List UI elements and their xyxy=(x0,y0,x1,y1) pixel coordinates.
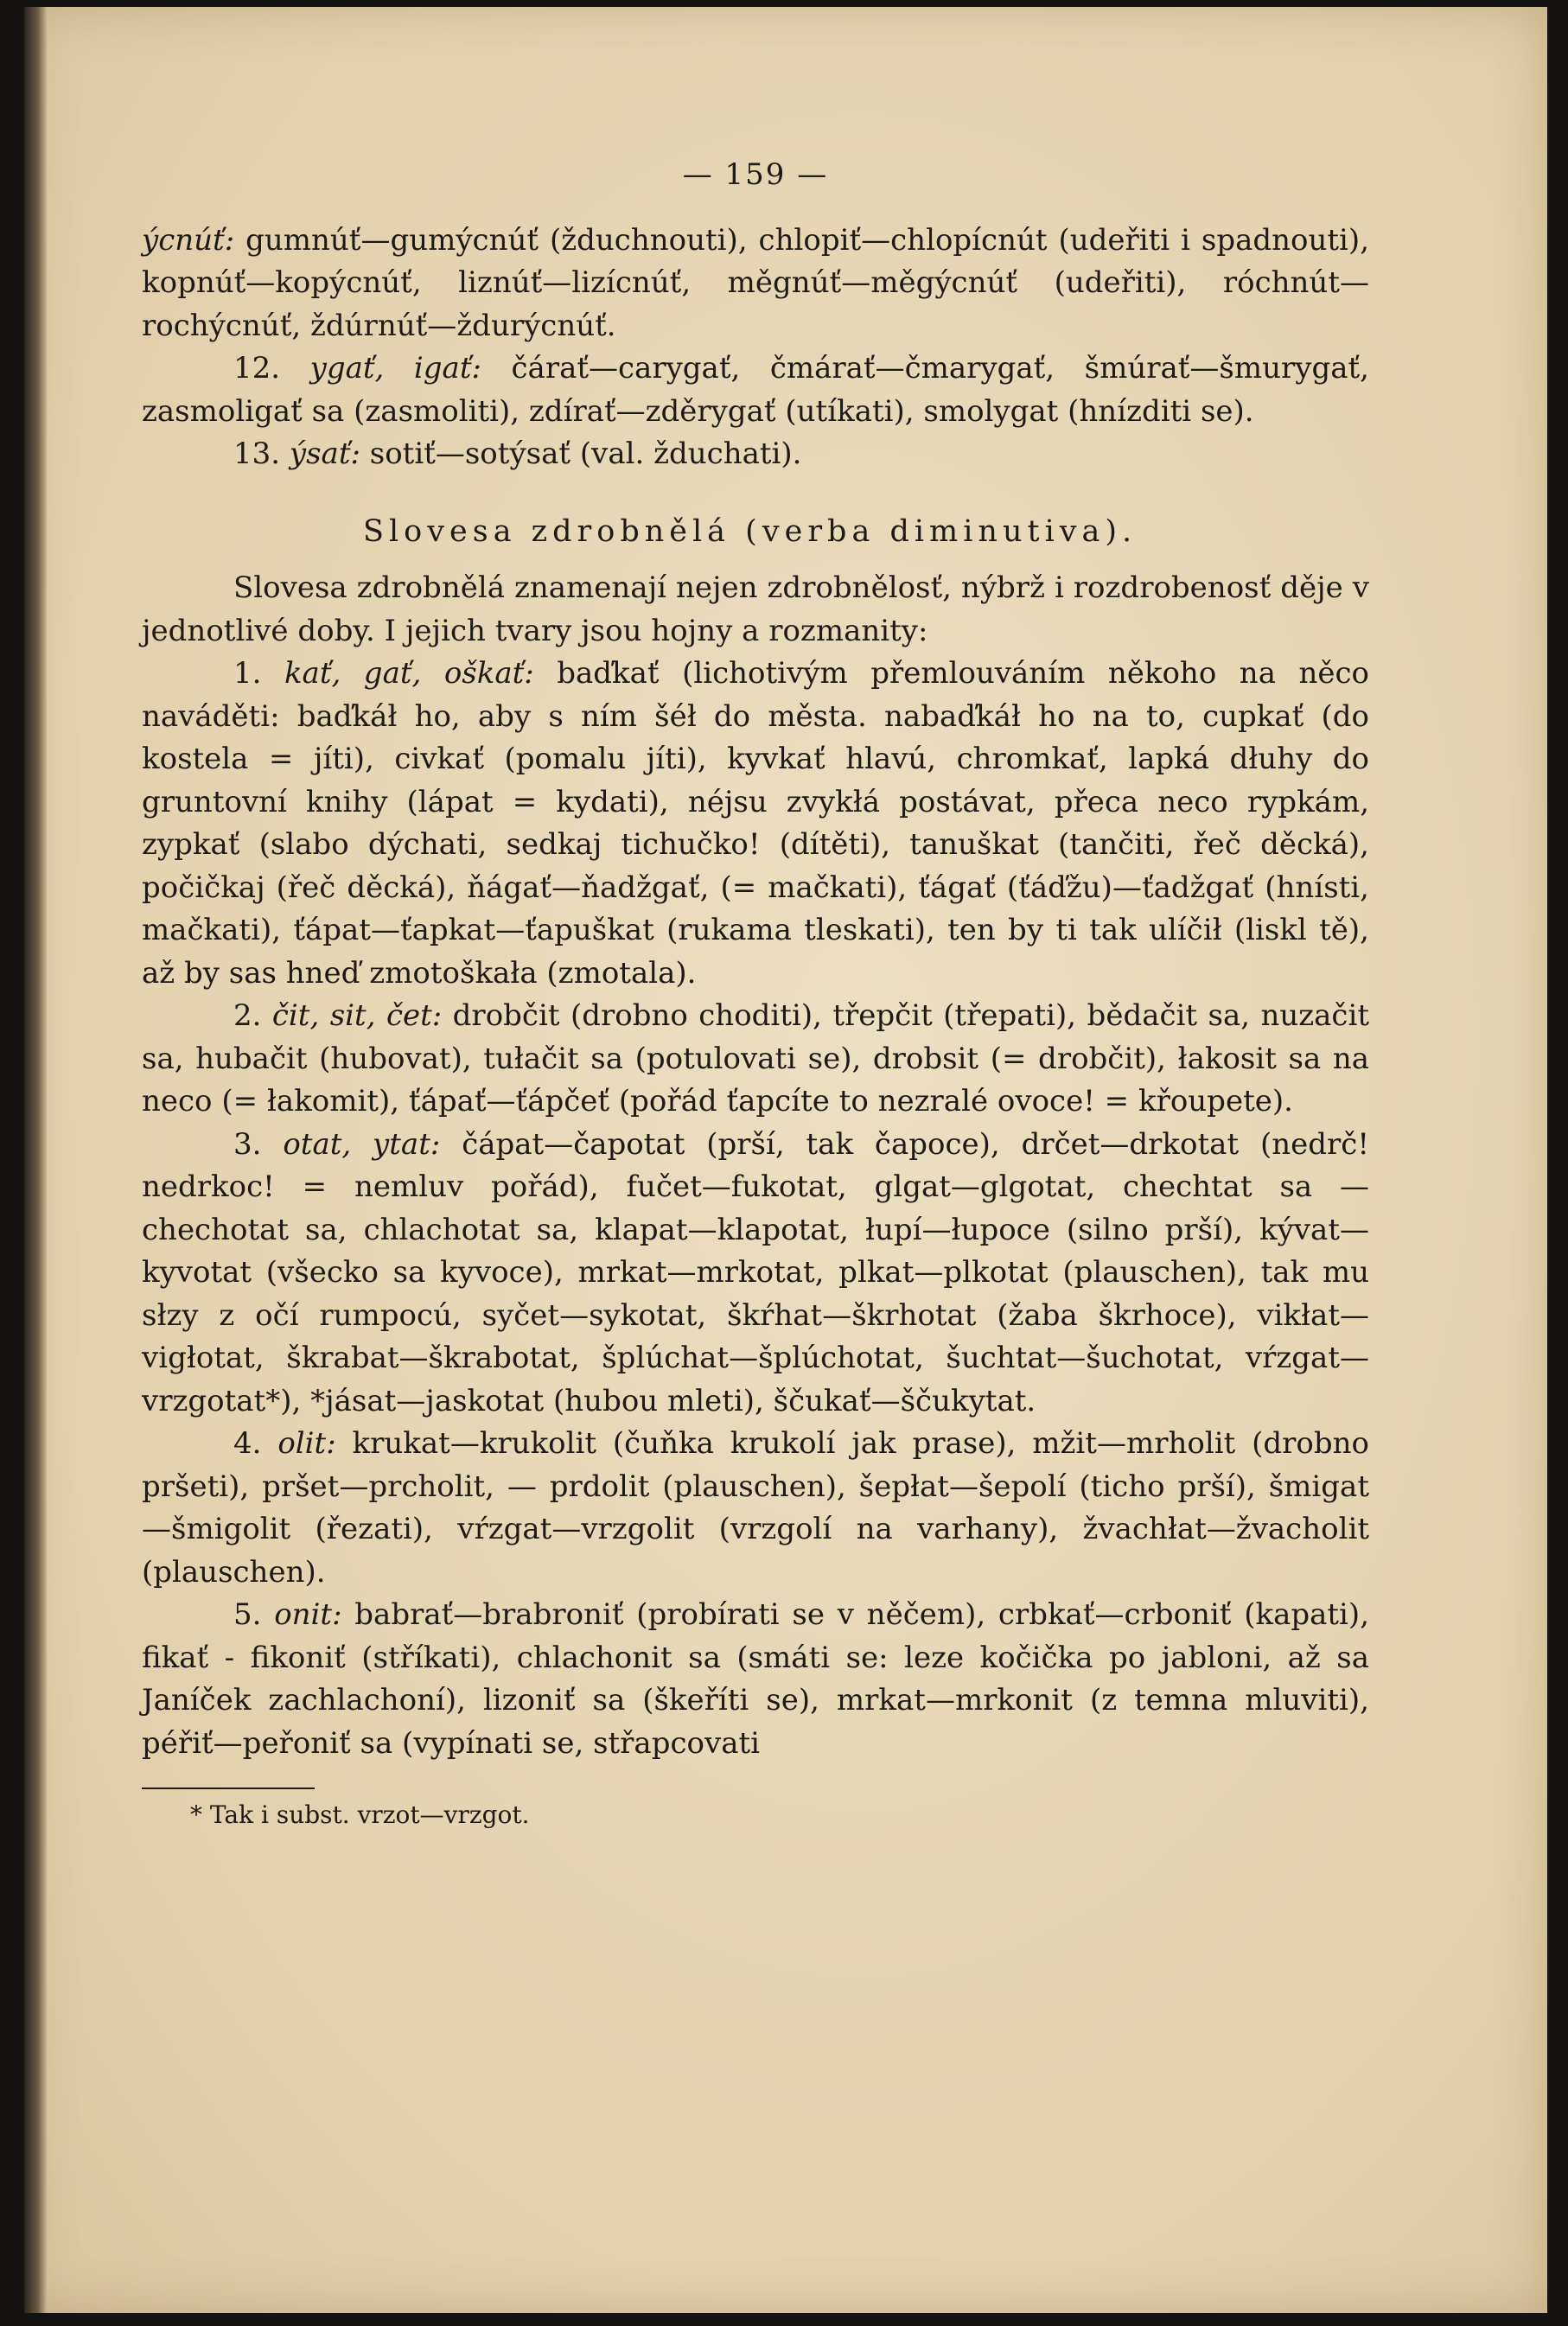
section-number: 13. xyxy=(233,437,290,471)
section-12 xyxy=(142,347,1369,433)
item-number: 3. xyxy=(233,1126,284,1162)
item-4 xyxy=(142,1423,1369,1594)
item-3 xyxy=(142,1124,1369,1424)
item-number: 5. xyxy=(233,1597,275,1632)
page-gutter-shadow xyxy=(24,7,47,2313)
continued-paragraph xyxy=(142,220,1369,348)
item-number: 2. xyxy=(233,998,272,1033)
section-number: 12. xyxy=(233,351,310,386)
suffix-term: kať, gať, oškať: xyxy=(284,656,534,691)
item-5 xyxy=(142,1594,1369,1765)
suffix-term: čit, sit, čet: xyxy=(271,998,443,1033)
suffix-term: onit: xyxy=(274,1597,342,1632)
page-content xyxy=(142,154,1369,1832)
section-heading: Slovesa zdrobnělá (verba diminutiva). xyxy=(363,513,1138,549)
suffix-term: ýsať: xyxy=(289,437,360,471)
paragraph-text: drobčit (drobno choditi), třepčit (třepati), bědačit sa, nuzačit sa, hubačit (hubovat), tułačit sa (potulovati se), drobsit (= drobčit), łakosit sa na neco (= łakomit), ťápať—ťápčeť (pořád ťapcíte to nezralé ovoce! = křoupete). xyxy=(142,998,1370,1118)
suffix-term: ýcnúť: xyxy=(142,222,235,258)
item-1 xyxy=(142,653,1369,995)
paragraph-text: gumnúť—gumýcnúť (žduchnouti), chlopiť—chlopícnút (udeřiti i spadnouti), kopnúť—kopýcnúť, liznúť—lizícnúť, měgnúť—měgýcnúť (udeřiti), róchnút—rochýcnúť, ždúrnúť—ždurýcnúť. xyxy=(142,222,1369,343)
paragraph-text: baďkať (lichotivým přemlouváním někoho na něco naváděti: baďkáł ho, aby s ním šéł do města. nabaďkáł ho na to, cupkať (do kostela = jíti), civkať (pomalu jíti), kyvkať hlavú, chromkať, lapká dłuhy do gruntovní knihy (lápat = kydati), néjsu zvykłá postávat, přeca neco rypkám, zypkať (slabo dýchati, sedkaj tichučko! (dítěti), tanuškat (tančiti, řeč děcká), počičkaj (řeč děcká), ňágať—ňadžgať, (= mačkati), ťágať (ťáďžu)—ťadžgať (hnísti, mačkati), ťápat—ťapkat—ťapuškat (rukama tleskati), ten by ti tak ulíčił (liskl tě), až by sas hneď zmotoškała (zmotala). xyxy=(142,656,1369,991)
paragraph-text: babrať—brabroniť (probírati se v něčem), crbkať—crboniť (kapati), fikať - fikoniť (stříkati), chlachonit sa (smáti se: leze kočička po jabloni, až sa Janíček zachlachoní), lizoniť sa (škeříti se), mrkat—mrkonit (z temna mluviti), péřiť—peřoniť sa (vypínati se, střapcovati xyxy=(142,1597,1369,1761)
item-number: 1. xyxy=(233,656,284,691)
suffix-term: olit: xyxy=(277,1426,336,1461)
suffix-term: ygať, igať: xyxy=(309,351,481,386)
paragraph-text: čápat—čapotat (prší, tak čapoce), drčet—drkotat (nedrč! nedrkoc! = nemluv pořád), fučet—fukotat, glgat—glgotat, chechtat sa — chechotat sa, chlachotat sa, klapat—klapotat, łupí—łupoce (silno prší), kývat—kyvotat (všecko sa kyvoce), mrkat—mrkotat, plkat—plkotat (plauschen), tak mu słzy z očí rumpocú, syčet—sykotat, škŕhat—škrhotat (žaba škrhoce), vikłat—vigłotat, škrabat—škrabotat, šplúchat—šplúchotat, šuchtat—šuchotat, vŕzgat—vrzgotat*), *jásat—jaskotat (hubou mleti), ščukať—ščukytat. xyxy=(142,1126,1369,1418)
paragraph-text: čárať—carygať, čmárať—čmarygať, šmúrať—šmurygať, zasmoligať sa (zasmoliti), zdírať—zděrygať (utíkati), smolygat (hnízditi se). xyxy=(142,351,1369,429)
item-number: 4. xyxy=(233,1426,278,1461)
footnote: * Tak i subst. vrzot—vrzgot. xyxy=(190,1800,530,1829)
intro-paragraph: Slovesa zdrobnělá znamenají nejen zdrobnělosť, nýbrž i rozdrobenosť děje v jednotlivé doby. I jejich tvary jsou hojny a rozmanity: xyxy=(142,570,1369,648)
section-13 xyxy=(142,433,1369,476)
item-2 xyxy=(142,995,1369,1124)
page-number: — 159 — xyxy=(682,157,829,192)
paragraph-text: krukat—krukolit (čuňka krukolí jak prase), mžit—mrholit (drobno pršeti), pršet—prcholit, — prdolit (plauschen), šepłat—šepolí (ticho prší), šmigat—šmigolit (řezati), vŕzgat—vrzgolit (vrzgolí na varhany), žvachłat—žvacholit (plauschen). xyxy=(142,1426,1369,1590)
book-page xyxy=(24,7,1547,2313)
footnote-rule xyxy=(142,1788,315,1789)
suffix-term: otat, ytat: xyxy=(283,1126,441,1162)
paragraph-text: sotiť—sotýsať (val. žduchati). xyxy=(360,437,802,471)
